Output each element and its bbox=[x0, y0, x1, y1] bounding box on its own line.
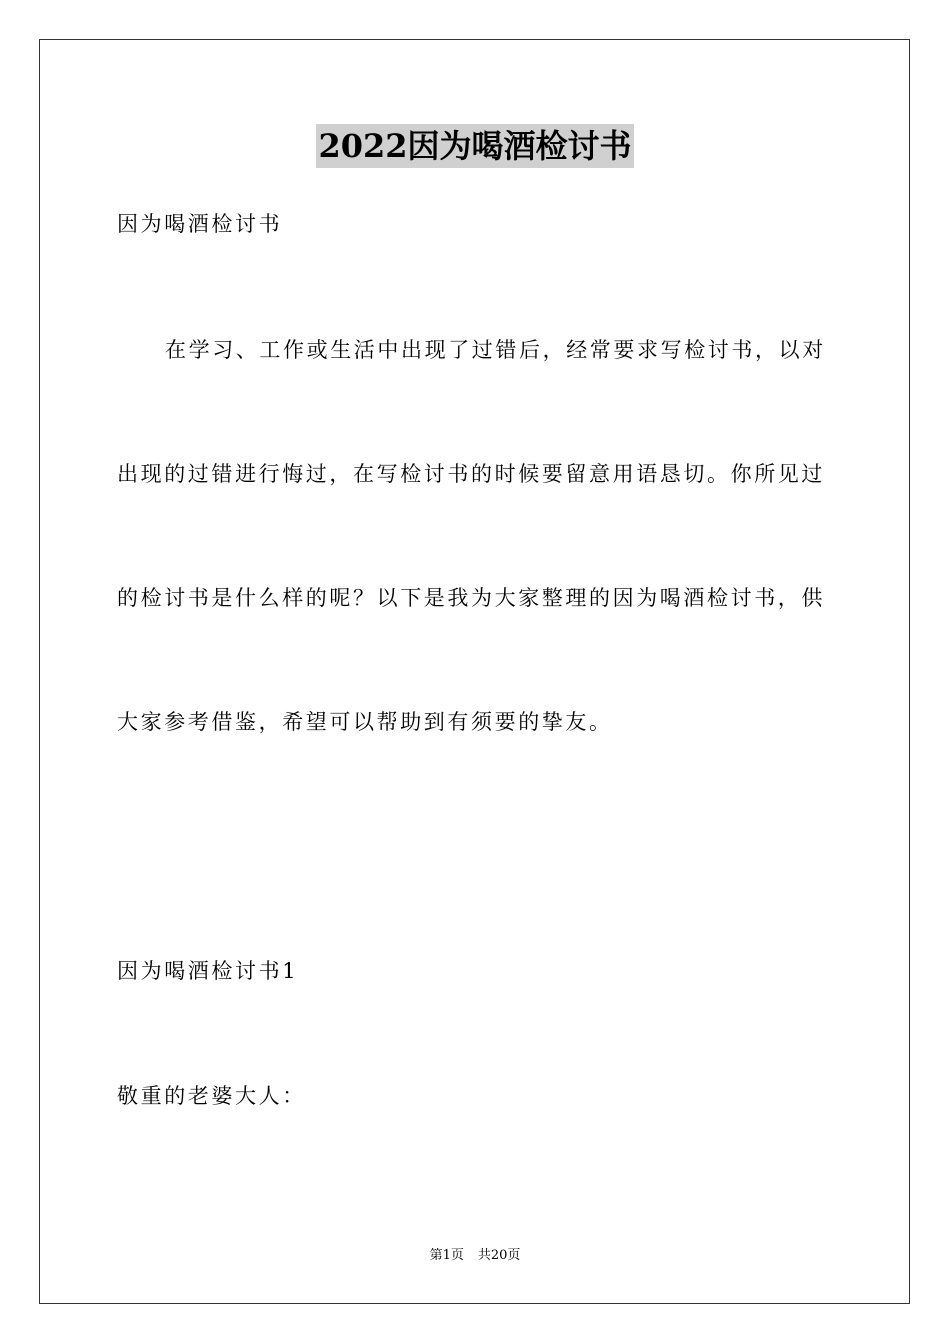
salutation: 敬重的老婆大人： bbox=[117, 1084, 306, 1108]
title-container bbox=[0, 124, 950, 168]
intro-line-2: 出现的过错进行悔过，在写检讨书的时候要留意用语恳切。你所见过 bbox=[117, 462, 825, 486]
section-heading: 因为喝酒检讨书1 bbox=[117, 959, 299, 983]
page-total: 共20页 bbox=[477, 1248, 521, 1263]
intro-line-3: 的检讨书是什么样的呢？以下是我为大家整理的因为喝酒检讨书，供 bbox=[117, 586, 825, 610]
page-number: 第1页 bbox=[429, 1248, 464, 1263]
document-title: 2022因为喝酒检讨书 bbox=[316, 124, 633, 168]
document-subtitle: 因为喝酒检讨书 bbox=[117, 212, 283, 236]
page-footer bbox=[0, 1247, 950, 1265]
intro-line-4: 大家参考借鉴，希望可以帮助到有须要的挚友。 bbox=[117, 710, 613, 734]
intro-line-1: 在学习、工作或生活中出现了过错后，经常要求写检讨书，以对 bbox=[165, 338, 826, 362]
